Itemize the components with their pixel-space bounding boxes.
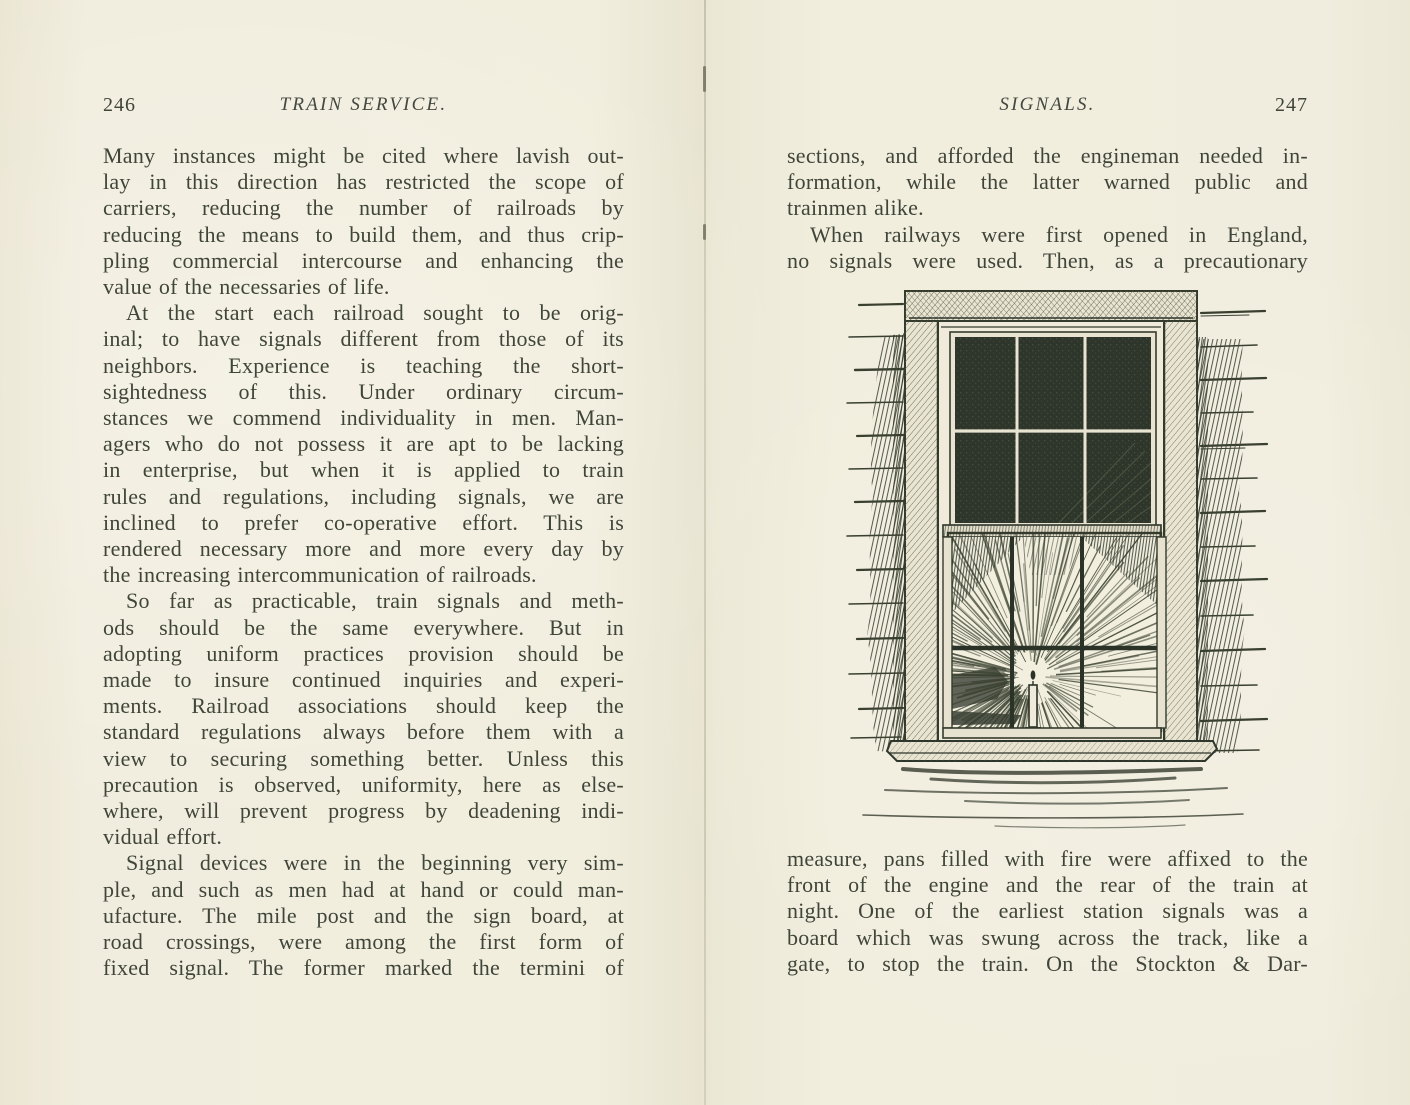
text-line: lay in this direction has restricted the scope of	[103, 169, 624, 195]
text-line: value of the necessaries of life.	[103, 274, 390, 300]
paragraph	[103, 300, 624, 588]
text-line: adopting uniform practices provision should be	[103, 640, 624, 666]
text-line: standard regulations always before them with a	[103, 719, 624, 745]
text-line: ments. Railroad associations should keep the	[103, 693, 624, 719]
paragraph	[787, 143, 1308, 222]
text-line: road crossings, were among the first form of	[103, 929, 624, 955]
text-line: neighbors. Experience is teaching the short-	[103, 352, 624, 378]
text-line: ufacture. The mile post and the sign board, at	[103, 902, 624, 928]
text-line: vidual effort.	[103, 824, 223, 850]
text-line: So far as practicable, train signals and meth-	[126, 588, 624, 614]
text-line: precaution is observed, uniformity, here as else-	[103, 771, 624, 797]
upper-sash	[950, 332, 1156, 528]
text-line: night. One of the earliest station signals was a	[787, 898, 1308, 924]
text-line: pling commercial intercourse and enhancing the	[103, 247, 624, 273]
text-line: front of the engine and the rear of the train at	[787, 872, 1308, 898]
text-line: agers who do not possess it are apt to be lacking	[103, 431, 624, 457]
text-line: stances we commend individuality in men. Man-	[103, 405, 624, 431]
text-line: measure, pans filled with fire were affixed to the	[787, 846, 1308, 871]
left-page-text	[103, 143, 624, 982]
text-line: When railways were first opened in England,	[810, 221, 1308, 247]
text-line: in enterprise, but when it is applied to train	[103, 457, 624, 483]
page-right	[705, 0, 1410, 1105]
paragraph	[787, 846, 1308, 977]
paragraph	[103, 588, 624, 850]
text-line: rendered necessary more and more every day by	[103, 536, 624, 562]
text-line: view to securing something better. Unless this	[103, 745, 624, 771]
running-title-left: TRAIN SERVICE.	[279, 94, 448, 115]
ground-shading	[863, 769, 1243, 828]
text-line: Many instances might be cited where lavish out-	[103, 143, 624, 168]
text-line: ods should be the same everywhere. But in	[103, 614, 624, 640]
text-line: trainmen alike.	[787, 195, 924, 221]
text-line: ple, and such as men had at hand or could man-	[103, 876, 624, 902]
right-page-text-bottom	[787, 846, 1308, 977]
running-head-right	[787, 94, 1308, 118]
running-title-right: SIGNALS.	[999, 94, 1096, 115]
text-line: made to insure continued inquiries and experi-	[103, 667, 624, 693]
paragraph	[103, 850, 624, 981]
window-sill	[887, 741, 1217, 761]
text-line: sightedness of this. Under ordinary circum-	[103, 378, 624, 404]
text-line: where, will prevent progress by deadening indi-	[103, 798, 624, 824]
text-line: fixed signal. The former marked the termini of	[103, 955, 624, 981]
text-line: inclined to prefer co-operative effort. This is	[103, 509, 624, 535]
text-line: rules and regulations, including signals, we are	[103, 483, 624, 509]
running-head-left	[103, 94, 624, 118]
right-page-text-top	[787, 143, 1308, 274]
paragraph	[787, 222, 1308, 274]
page-number-right: 247	[1275, 94, 1308, 116]
page-number-left: 246	[103, 94, 136, 116]
text-line: At the start each railroad sought to be orig-	[126, 300, 624, 326]
text-line: inal; to have signals different from those of its	[103, 326, 624, 352]
text-line: the increasing intercommunication of railroads.	[103, 562, 537, 588]
text-line: sections, and afforded the engineman needed in-	[787, 143, 1308, 168]
text-line: Signal devices were in the beginning very sim-	[126, 850, 624, 876]
text-line: board which was swung across the track, like a	[787, 924, 1308, 950]
text-line: carriers, reducing the number of railroads by	[103, 195, 624, 221]
text-line: no signals were used. Then, as a precautionary	[787, 247, 1308, 273]
text-line: gate, to stop the train. On the Stockton & Dar-	[787, 950, 1308, 976]
text-line: formation, while the latter warned public and	[787, 169, 1308, 195]
paragraph	[103, 143, 624, 300]
text-line: reducing the means to build them, and thus crip-	[103, 221, 624, 247]
window-signal-illustration	[845, 283, 1270, 835]
